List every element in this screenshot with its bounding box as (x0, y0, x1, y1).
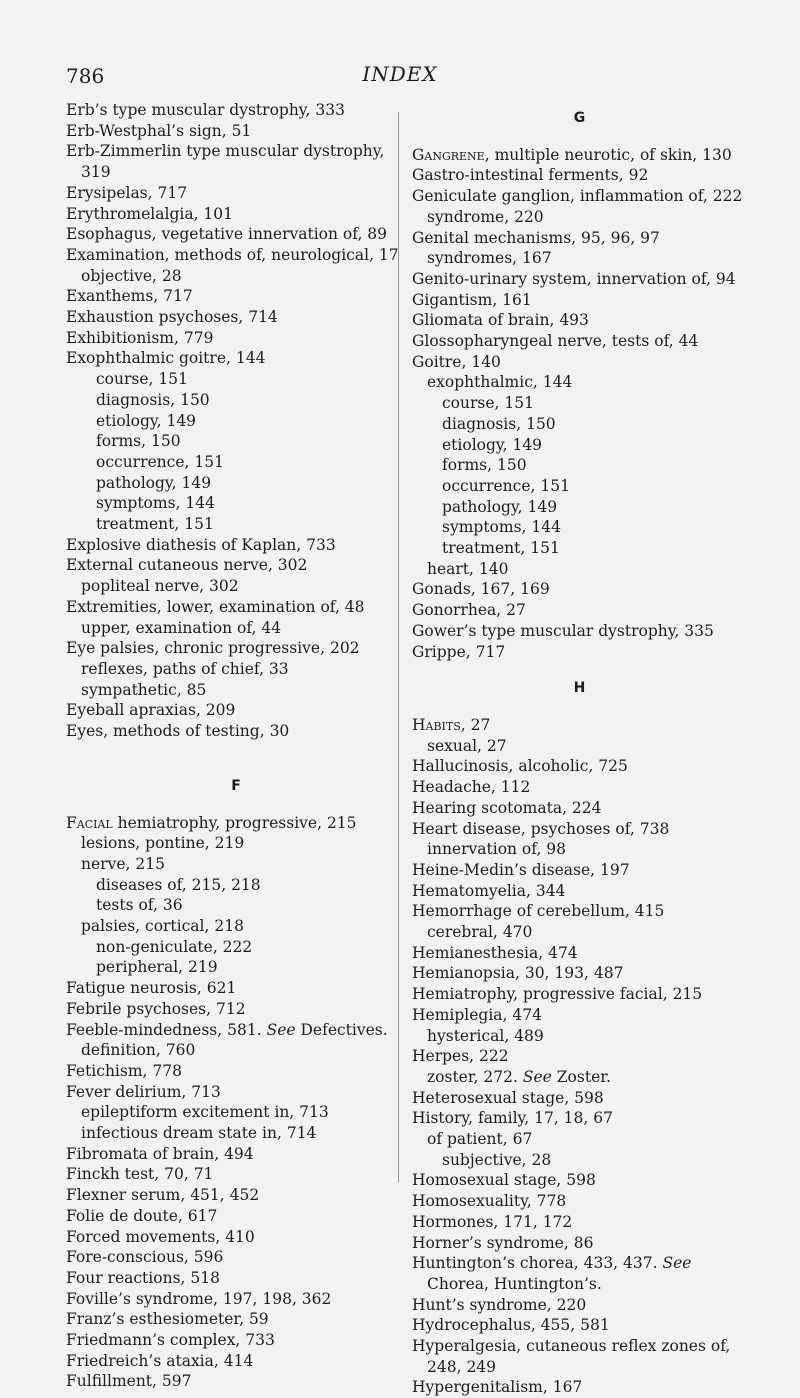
entry-text: Feeble-mindedness, 581. (66, 1020, 262, 1039)
see-reference: See (662, 1254, 692, 1273)
section-letter-h: H (573, 680, 586, 697)
left-column (66, 100, 406, 1392)
index-entry: Hormones, 171, 172 (412, 1212, 573, 1231)
index-entry: Erb’s type muscular dystrophy, 333 (66, 101, 345, 119)
index-entry: Hypergenitalism, 167 (412, 1378, 583, 1397)
index-subentry: definition, 760 (81, 1041, 196, 1060)
index-entry: Heart disease, psychoses of, 738 (412, 819, 670, 838)
index-entry: Extremities, lower, examination of, 48 (66, 597, 365, 616)
index-entry: Grippe, 717 (412, 642, 506, 661)
index-subentry: objective, 28 (81, 266, 182, 285)
index-entry: Heine-Medin’s disease, 197 (412, 860, 630, 879)
index-entry: Gigantism, 161 (412, 290, 532, 309)
index-entry (412, 715, 747, 736)
index-subentry: palsies, cortical, 218 (81, 917, 244, 936)
see-reference: See (522, 1067, 552, 1086)
index-entry: Finckh test, 70, 71 (66, 1165, 214, 1184)
index-entry: Franz’s esthesiometer, 59 (66, 1310, 269, 1329)
index-entry: Homosexual stage, 598 (412, 1171, 596, 1190)
index-entry: Hyperalgesia, cutaneous reflex zones of, 248, 249 (412, 1337, 731, 1376)
entry-text: Huntington’s chorea, 433, 437. (412, 1254, 658, 1273)
index-entry: Fulfillment, 597 (66, 1372, 192, 1391)
index-entry: Examination, methods of, neurological, 17 (66, 245, 399, 264)
index-subentry: sexual, 27 (427, 736, 507, 755)
index-subentry: forms, 150 (96, 432, 181, 451)
index-entry: Esophagus, vegetative innervation of, 89 (66, 225, 388, 244)
index-subentry: course, 151 (96, 370, 188, 389)
index-entry: Hemianopsia, 30, 193, 487 (412, 964, 624, 983)
index-subentry: cerebral, 470 (427, 923, 533, 942)
index-entry: Fibromata of brain, 494 (66, 1144, 254, 1163)
index-entry: Foville’s syndrome, 197, 198, 362 (66, 1289, 332, 1308)
index-subentry: pathology, 149 (442, 497, 558, 516)
index-entry: Erythromelalgia, 101 (66, 204, 234, 223)
index-entry: Exanthems, 717 (66, 287, 193, 306)
index-entry: Gliomata of brain, 493 (412, 311, 589, 330)
index-subentry: heart, 140 (427, 559, 509, 578)
index-entry: Gonads, 167, 169 (412, 580, 550, 599)
index-subentry: occurrence, 151 (96, 452, 224, 471)
index-entry: Geniculate ganglion, inflammation of, 222 (412, 187, 743, 206)
index-entry: Erysipelas, 717 (66, 183, 188, 202)
index-entry: Fatigue neurosis, 621 (66, 979, 237, 998)
index-subentry: innervation of, 98 (427, 840, 567, 859)
index-entry: Eyes, methods of testing, 30 (66, 722, 290, 741)
index-subentry: exophthalmic, 144 (427, 373, 573, 392)
index-entry: Hallucinosis, alcoholic, 725 (412, 757, 628, 776)
index-entry (412, 145, 747, 166)
index-subentry: of patient, 67 (427, 1130, 533, 1149)
entry-text: Chorea, Huntington’s. (427, 1274, 602, 1293)
index-subentry: syndromes, 167 (427, 249, 552, 268)
index-entry: Gower’s type muscular dystrophy, 335 (412, 621, 714, 640)
index-entry: Hydrocephalus, 455, 581 (412, 1316, 610, 1335)
index-entry: Heterosexual stage, 598 (412, 1088, 604, 1107)
index-entry: Hematomyelia, 344 (412, 881, 566, 900)
index-subentry: pathology, 149 (96, 473, 212, 492)
index-subentry: hysterical, 489 (427, 1026, 544, 1045)
index-entry: Folie de doute, 617 (66, 1206, 218, 1225)
entry-text: Zoster. (556, 1067, 611, 1086)
index-subentry (412, 1067, 747, 1088)
index-subentry: upper, examination of, 44 (81, 618, 282, 637)
index-subentry: tests of, 36 (96, 896, 183, 915)
index-subentry: symptoms, 144 (96, 494, 215, 513)
index-subentry: treatment, 151 (442, 539, 560, 558)
index-entry: Gonorrhea, 27 (412, 601, 526, 620)
index-subentry: symptoms, 144 (442, 518, 561, 537)
index-entry: Erb-Westphal’s sign, 51 (66, 121, 252, 140)
index-entry: Fever delirium, 713 (66, 1082, 221, 1101)
index-entry: Hemiplegia, 474 (412, 1005, 542, 1024)
entry-text: multiple neurotic, of skin, 130 (489, 145, 732, 164)
index-entry: Genito-urinary system, innervation of, 94 (412, 269, 736, 288)
section-lead-term: Facial (66, 813, 113, 832)
index-subentry: subjective, 28 (442, 1150, 552, 1169)
section-lead-term: Habits, (412, 715, 466, 734)
index-entry: Hunt’s syndrome, 220 (412, 1295, 587, 1314)
section-letter-f: F (231, 777, 241, 794)
index-entry: Erb-Zimmerlin type muscular dystrophy, 319 (66, 142, 385, 182)
index-entry (412, 1253, 747, 1294)
index-entry: Febrile psychoses, 712 (66, 999, 246, 1018)
entry-text: hemiatrophy, progressive, 215 (112, 813, 357, 832)
index-subentry: peripheral, 219 (96, 958, 218, 977)
index-entry: History, family, 17, 18, 67 (412, 1109, 613, 1128)
index-subentry: diagnosis, 150 (96, 390, 210, 409)
index-entry: Genital mechanisms, 95, 96, 97 (412, 228, 660, 247)
index-entry: Exhaustion psychoses, 714 (66, 308, 278, 327)
index-subentry: reflexes, paths of chief, 33 (81, 659, 289, 678)
entry-text: zoster, 272. (427, 1067, 518, 1086)
section-letter-g: G (573, 110, 586, 126)
index-subentry: forms, 150 (442, 456, 527, 475)
index-subentry: sympathetic, 85 (81, 680, 207, 699)
index-entry: External cutaneous nerve, 302 (66, 556, 308, 575)
index-subentry: nerve, 215 (81, 854, 165, 873)
index-entry: Explosive diathesis of Kaplan, 733 (66, 535, 336, 554)
index-entry: Hemiatrophy, progressive facial, 215 (412, 985, 703, 1004)
index-subentry: diagnosis, 150 (442, 414, 556, 433)
index-entry: Hemorrhage of cerebellum, 415 (412, 902, 665, 921)
running-head: INDEX (362, 62, 438, 86)
index-entry: Exhibitionism, 779 (66, 328, 214, 347)
index-subentry: popliteal nerve, 302 (81, 577, 239, 596)
section-lead-term: Gangrene, (412, 145, 490, 164)
index-entry: Four reactions, 518 (66, 1268, 220, 1287)
index-subentry: lesions, pontine, 219 (81, 834, 245, 853)
index-subentry: etiology, 149 (96, 411, 197, 430)
index-entry: Friedreich’s ataxia, 414 (66, 1351, 254, 1370)
index-subentry: etiology, 149 (442, 435, 543, 454)
index-entry: Goitre, 140 (412, 352, 501, 371)
index-entry: Eyeball apraxias, 209 (66, 701, 236, 720)
index-entry: Herpes, 222 (412, 1047, 509, 1066)
index-subentry: diseases of, 215, 218 (96, 875, 261, 894)
index-entry (66, 1020, 406, 1041)
index-subentry: course, 151 (442, 394, 534, 413)
index-entry: Homosexuality, 778 (412, 1192, 567, 1211)
index-entry: Hemianesthesia, 474 (412, 943, 578, 962)
index-entry: Hearing scotomata, 224 (412, 798, 602, 817)
index-entry: Eye palsies, chronic progressive, 202 (66, 639, 360, 658)
index-subentry: occurrence, 151 (442, 476, 570, 495)
see-reference: See (266, 1020, 296, 1039)
index-entry: Glossopharyngeal nerve, tests of, 44 (412, 332, 699, 351)
index-entry: Horner’s syndrome, 86 (412, 1233, 594, 1252)
index-subentry: infectious dream state in, 714 (81, 1124, 317, 1143)
page-number: 786 (66, 64, 105, 88)
index-subentry: non-geniculate, 222 (96, 937, 253, 956)
index-entry: Exophthalmic goitre, 144 (66, 349, 266, 368)
index-entry: Fetichism, 778 (66, 1061, 182, 1080)
index-subentry: treatment, 151 (96, 515, 214, 534)
entry-text: 27 (465, 715, 491, 734)
index-entry: Fore-conscious, 596 (66, 1248, 224, 1267)
index-entry: Gastro-intestinal ferments, 92 (412, 166, 649, 185)
index-entry: Flexner serum, 451, 452 (66, 1186, 260, 1205)
index-subentry: epileptiform excitement in, 713 (81, 1103, 329, 1122)
entry-text: Defectives. (300, 1020, 388, 1039)
index-entry: Forced movements, 410 (66, 1227, 255, 1246)
index-entry: Friedmann’s complex, 733 (66, 1331, 275, 1350)
right-column (412, 100, 747, 1398)
index-entry (66, 813, 406, 834)
index-entry: Headache, 112 (412, 778, 531, 797)
index-subentry: syndrome, 220 (427, 207, 544, 226)
